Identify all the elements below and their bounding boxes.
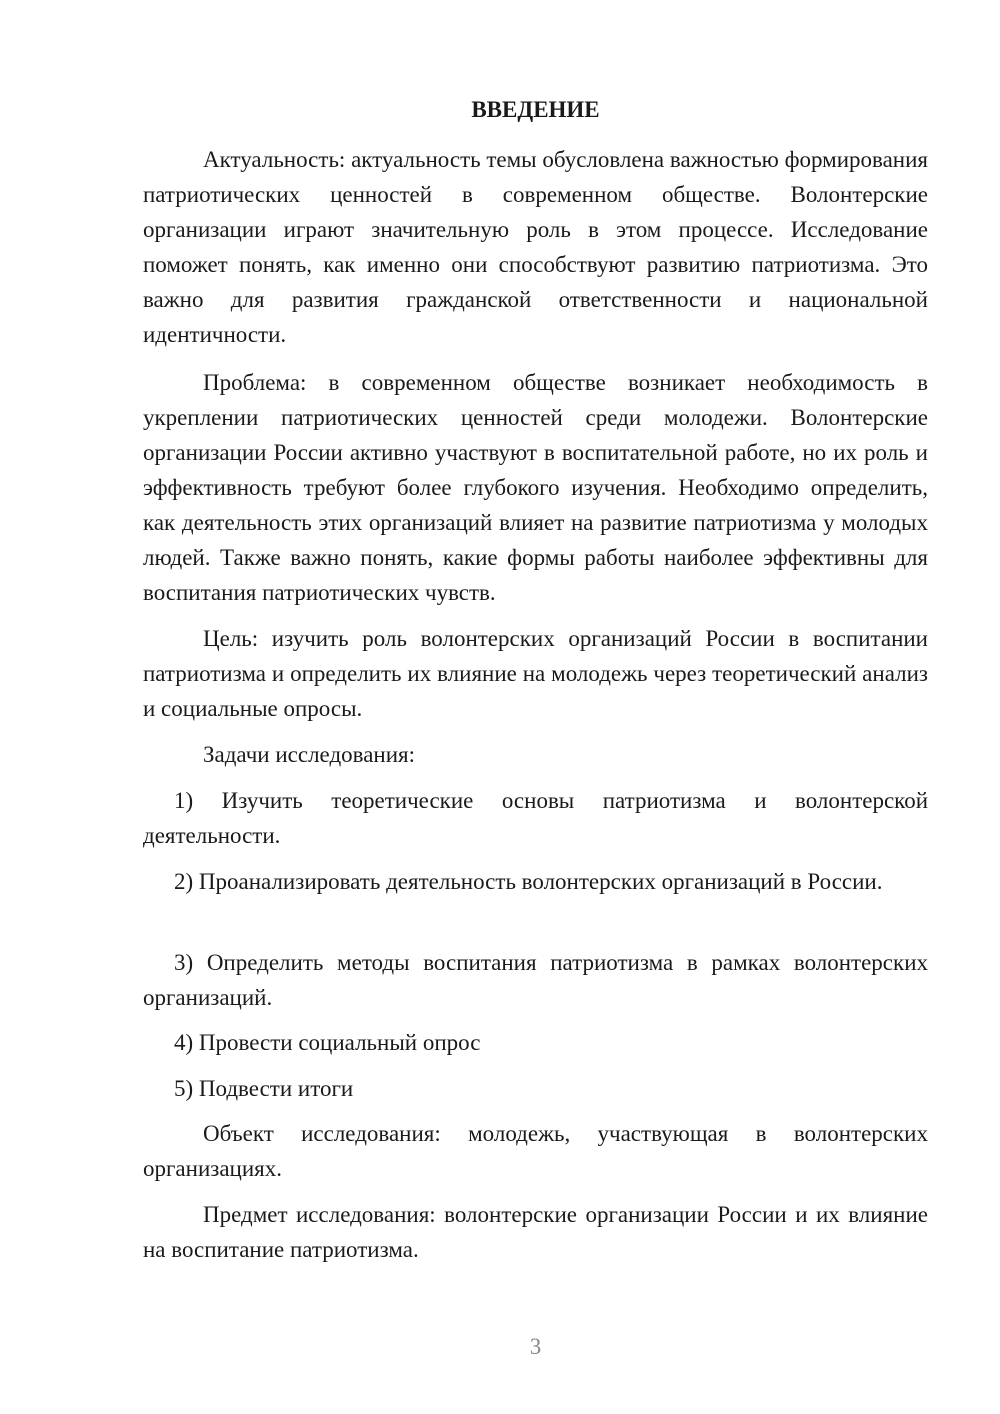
page-title: ВВЕДЕНИЕ (471, 97, 600, 122)
relevance-paragraph: Актуальность: актуальность темы обусловлена важностью формирования патриотических ценностей в современном обществе. Волонтерские организации играют значительную роль в этом процессе. Исследование поможет понять, как именно они способствуют развитию патриотизма. Это важно для развития гражданской ответственности и национальной идентичности. (143, 147, 928, 347)
document-page (143, 0, 928, 1414)
subject-paragraph: Предмет исследования: волонтерские организации России и их влияние на воспитание патриотизма. (143, 1202, 928, 1262)
page-number: 3 (529, 1334, 542, 1359)
task-item-2: 2) Проанализировать деятельность волонтерских организаций в России. (174, 869, 883, 894)
tasks-heading: Задачи исследования: (203, 742, 416, 767)
problem-paragraph: Проблема: в современном обществе возникает необходимость в укреплении патриотических ценностей среди молодежи. Волонтерские организации России активно участвуют в воспитательной работе, но их роль и эффективность требуют более глубокого изучения. Необходимо определить, как деятельность этих организаций влияет на развитие патриотизма у молодых людей. Также важно понять, какие формы работы наиболее эффективны для воспитания патриотических чувств. (143, 370, 928, 605)
task-item-4: 4) Провести социальный опрос (174, 1030, 481, 1055)
task-item-5: 5) Подвести итоги (174, 1076, 354, 1101)
task-item-3: 3) Определить методы воспитания патриотизма в рамках волонтерских организаций. (143, 950, 928, 1010)
goal-paragraph: Цель: изучить роль волонтерских организаций России в воспитании патриотизма и определить их влияние на молодежь через теоретический анализ и социальные опросы. (143, 626, 928, 721)
task-item-1: 1) Изучить теоретические основы патриотизма и волонтерской деятельности. (143, 788, 928, 848)
object-paragraph: Объект исследования: молодежь, участвующая в волонтерских организациях. (143, 1121, 928, 1181)
